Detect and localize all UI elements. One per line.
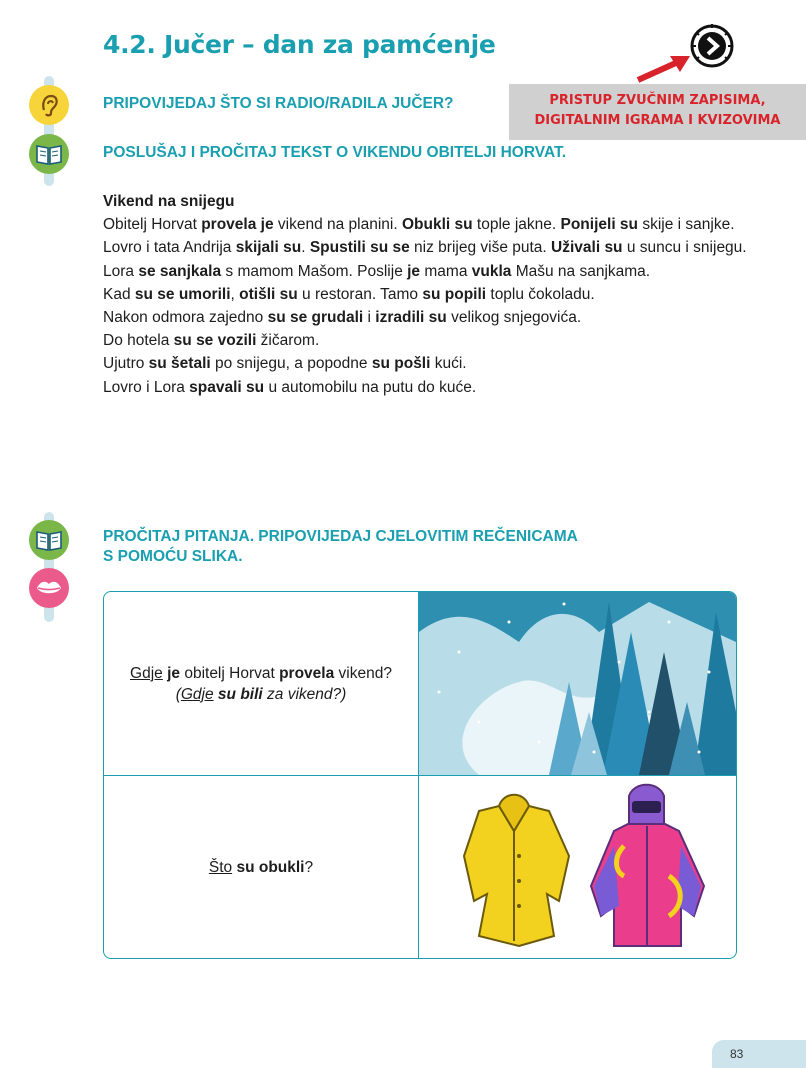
- book-icon: [36, 143, 62, 165]
- table-row: [104, 592, 736, 776]
- callout-line-2: DIGITALNIM IGRAMA I KVIZOVIMA: [534, 113, 781, 128]
- lips-icon: [35, 578, 63, 598]
- heading-read-questions: PROČITAJ PITANJA. PRIPOVIJEDAJ CJELOVITIM REČENICAMA S POMOĆU SLIKA.: [103, 528, 578, 565]
- story-paragraph: Ujutro su šetali po snijegu, a popodne su pošli kući.: [103, 355, 467, 373]
- question-cell-what: [104, 776, 419, 958]
- story-paragraph: Lovro i tata Andrija skijali su. Spustili su se niz brijeg više puta. Uživali su u suncu i snijegu.: [103, 239, 747, 257]
- arrow-icon: [638, 62, 678, 80]
- ear-icon: [36, 92, 62, 118]
- question-what: Što su obukli?: [208, 858, 314, 876]
- listen-badge: [29, 85, 69, 125]
- story-paragraph: Nakon odmora zajedno su se grudali i izradili su velikog snjegovića.: [103, 309, 582, 327]
- jackets-illustration: [419, 776, 736, 958]
- digital-content-icon[interactable]: [632, 24, 742, 84]
- read-badge: [29, 134, 69, 174]
- question-cell-where: [104, 592, 419, 776]
- story-paragraph: Obitelj Horvat provela je vikend na planini. Obukli su tople jakne. Ponijeli su skije i sanjke.: [103, 216, 735, 234]
- callout-line-1: PRISTUP ZVUČNIM ZAPISIMA,: [549, 93, 766, 108]
- speak-badge: [29, 568, 69, 608]
- book-icon: [36, 529, 62, 551]
- page-number: 83: [712, 1040, 806, 1068]
- story-text: [103, 190, 753, 399]
- digital-access-callout[interactable]: [509, 84, 806, 140]
- mountain-image-cell: [419, 592, 736, 776]
- pink-ski-jacket-icon: [591, 785, 704, 946]
- question-where: Gdje je obitelj Horvat provela vikend?: [130, 664, 392, 682]
- story-paragraph: Kad su se umorili, otišli su u restoran. Tamo su popili toplu čokoladu.: [103, 285, 595, 303]
- jackets-image-cell: [419, 776, 736, 958]
- question-table: [103, 591, 737, 959]
- table-row: [104, 776, 736, 958]
- read-badge: [29, 520, 69, 560]
- story-paragraph: Lora se sanjkala s mamom Mašom. Poslije je mama vukla Mašu na sanjkama.: [103, 262, 651, 280]
- heading-narrate-yesterday: PRIPOVIJEDAJ ŠTO SI RADIO/RADILA JUČER?: [103, 95, 454, 112]
- page-title: 4.2. Jučer – dan za pamćenje: [103, 30, 496, 59]
- snowy-mountain-illustration: [419, 592, 736, 775]
- heading-listen-read: POSLUŠAJ I PROČITAJ TEKST O VIKENDU OBITELJI HORVAT.: [103, 144, 567, 161]
- question-where-alt: (Gdje su bili za vikend?): [175, 685, 347, 703]
- yellow-raincoat-icon: [464, 795, 569, 946]
- story-title: Vikend na snijegu: [103, 193, 235, 210]
- story-paragraph: Lovro i Lora spavali su u automobilu na putu do kuće.: [103, 378, 477, 396]
- story-paragraph: Do hotela su se vozili žičarom.: [103, 332, 320, 350]
